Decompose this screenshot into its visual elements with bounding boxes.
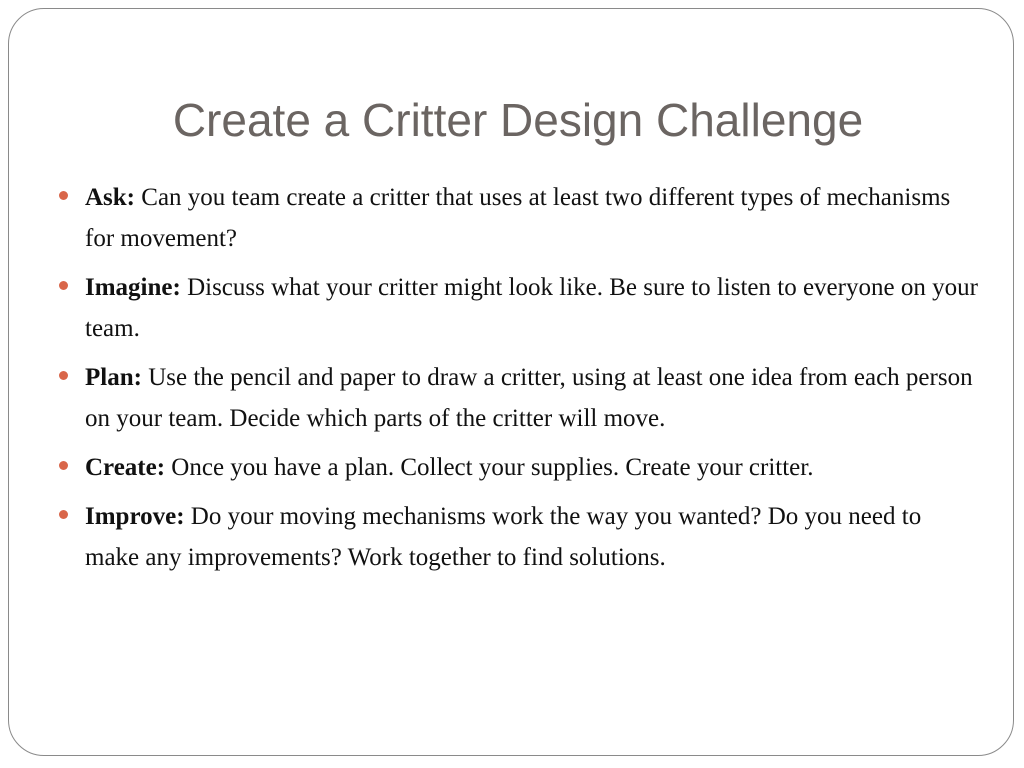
bullet-dot-icon xyxy=(59,191,68,200)
slide-title: Create a Critter Design Challenge xyxy=(172,94,864,146)
bullet-item-ask xyxy=(51,177,981,259)
bullet-label: Plan: xyxy=(85,364,142,391)
bullet-text: Once you have a plan. Collect your supplies. Create your critter. xyxy=(165,454,814,481)
bullet-label: Improve: xyxy=(85,503,185,530)
bullet-list xyxy=(51,177,981,586)
bullet-dot-icon xyxy=(59,461,68,470)
bullet-item-imagine xyxy=(51,267,981,349)
bullet-label: Ask: xyxy=(85,184,136,211)
bullet-item-plan xyxy=(51,357,981,439)
bullet-text: Discuss what your critter might look like. Be sure to listen to everyone on your team. xyxy=(85,274,978,342)
bullet-dot-icon xyxy=(59,510,68,519)
bullet-item-create xyxy=(51,447,981,488)
bullet-text: Do your moving mechanisms work the way you wanted? Do you need to make any improvements? Work together to find solutions. xyxy=(85,503,922,571)
slide-frame xyxy=(8,8,1014,756)
bullet-label: Imagine: xyxy=(85,274,181,301)
bullet-text: Can you team create a critter that uses at least two different types of mechanisms for movement? xyxy=(85,184,951,252)
bullet-label: Create: xyxy=(85,454,166,481)
bullet-dot-icon xyxy=(59,371,68,380)
bullet-dot-icon xyxy=(59,281,68,290)
bullet-text: Use the pencil and paper to draw a critter, using at least one idea from each person on your team. Decide which parts of the critter will move. xyxy=(85,364,973,432)
bullet-item-improve xyxy=(51,496,981,578)
